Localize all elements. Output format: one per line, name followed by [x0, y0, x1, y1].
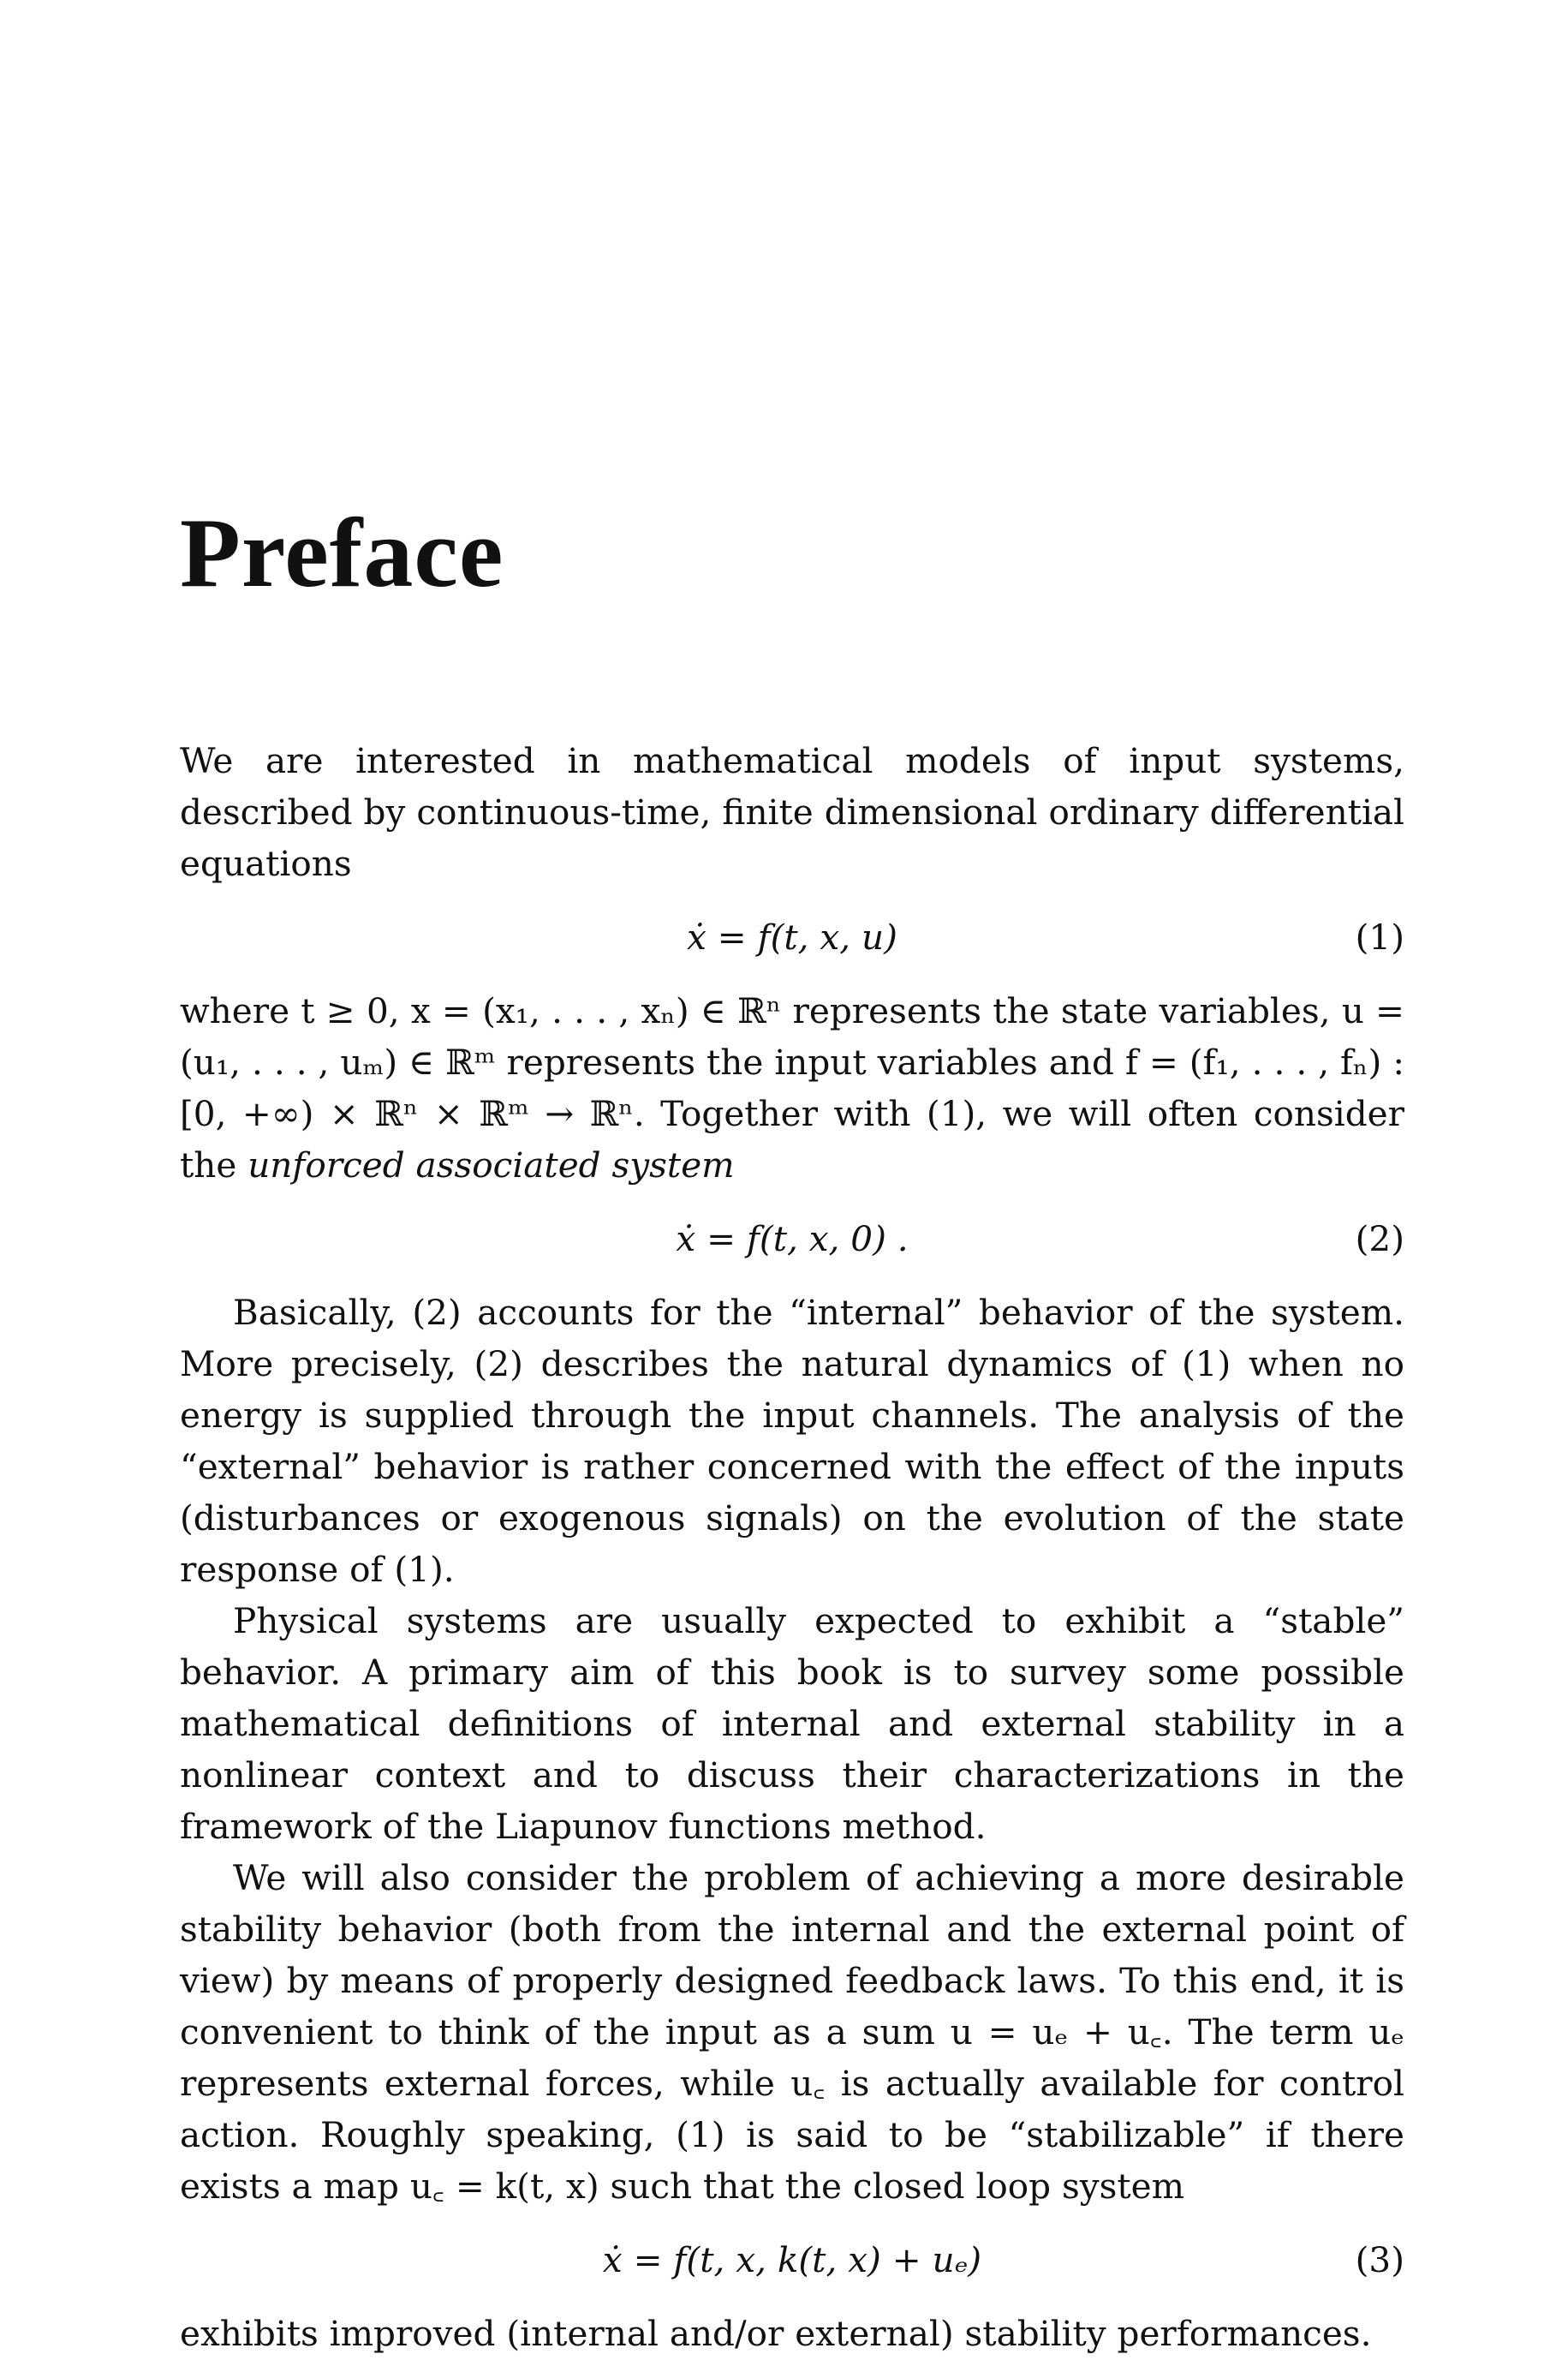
paragraph-internal-external: Basically, (2) accounts for the “internal” behavior of the system. More precisely, (2) describes the natural dynamics of (1) when no energy is supplied through the input channels. The analysis of the “external” behavior is rather concerned with the effect of the inputs (disturbances or exogenous signals) on the evolution of the state response of (1). [180, 1292, 1404, 1590]
paragraph-definitions [180, 985, 1404, 1191]
emphasis-unforced-system: unforced associated system [247, 1144, 735, 1186]
equation-2-expression: ẋ = f(t, x, 0) . [676, 1218, 909, 1259]
equation-1-expression: ẋ = f(t, x, u) [687, 917, 897, 958]
equation-1 [180, 911, 1404, 963]
paragraph-intro: We are interested in mathematical models of input systems, described by continuous-time, finite dimensional ordinary differential equations [180, 740, 1404, 884]
paragraph-stability: Physical systems are usually expected to exhibit a “stable” behavior. A primary aim of this book is to survey some possible mathematical definitions of internal and external stability in a nonlinear context and to discuss their characterizations in the framework of the Liapunov functions method. [180, 1600, 1404, 1847]
page-title: Preface [180, 499, 504, 608]
equation-2-number: (2) [1355, 1218, 1404, 1259]
equation-3 [180, 2234, 1404, 2285]
equation-3-expression: ẋ = f(t, x, k(t, x) + uₑ) [602, 2239, 982, 2280]
equation-3-number: (3) [1355, 2239, 1404, 2280]
body-text [180, 735, 1404, 2359]
paragraph-feedback: We will also consider the problem of achieving a more desirable stability behavior (both from the internal and the external point of view) by means of properly designed feedback laws. To this end, it is convenient to think of the input as a sum u = uₑ + u꜀. The term uₑ represents external forces, while u꜀ is actually available for control action. Roughly speaking, (1) is said to be “stabilizable” if there exists a map u꜀ = k(t, x) such that the closed loop system [180, 1857, 1404, 2207]
paragraph-closing: exhibits improved (internal and/or external) stability performances. [180, 2313, 1372, 2354]
equation-2 [180, 1213, 1404, 1264]
paragraph-definitions-text: where t ≥ 0, x = (x₁, . . . , xₙ) ∈ ℝⁿ represents the state variables, u = (u₁, . . . , uₘ) ∈ ℝᵐ represents the input variables and f = (f₁, . . . , fₙ) : [0, +∞) × ℝⁿ × ℝᵐ → ℝⁿ. Together with (1), we will often consider the [180, 990, 1404, 1186]
equation-1-number: (1) [1355, 917, 1404, 958]
